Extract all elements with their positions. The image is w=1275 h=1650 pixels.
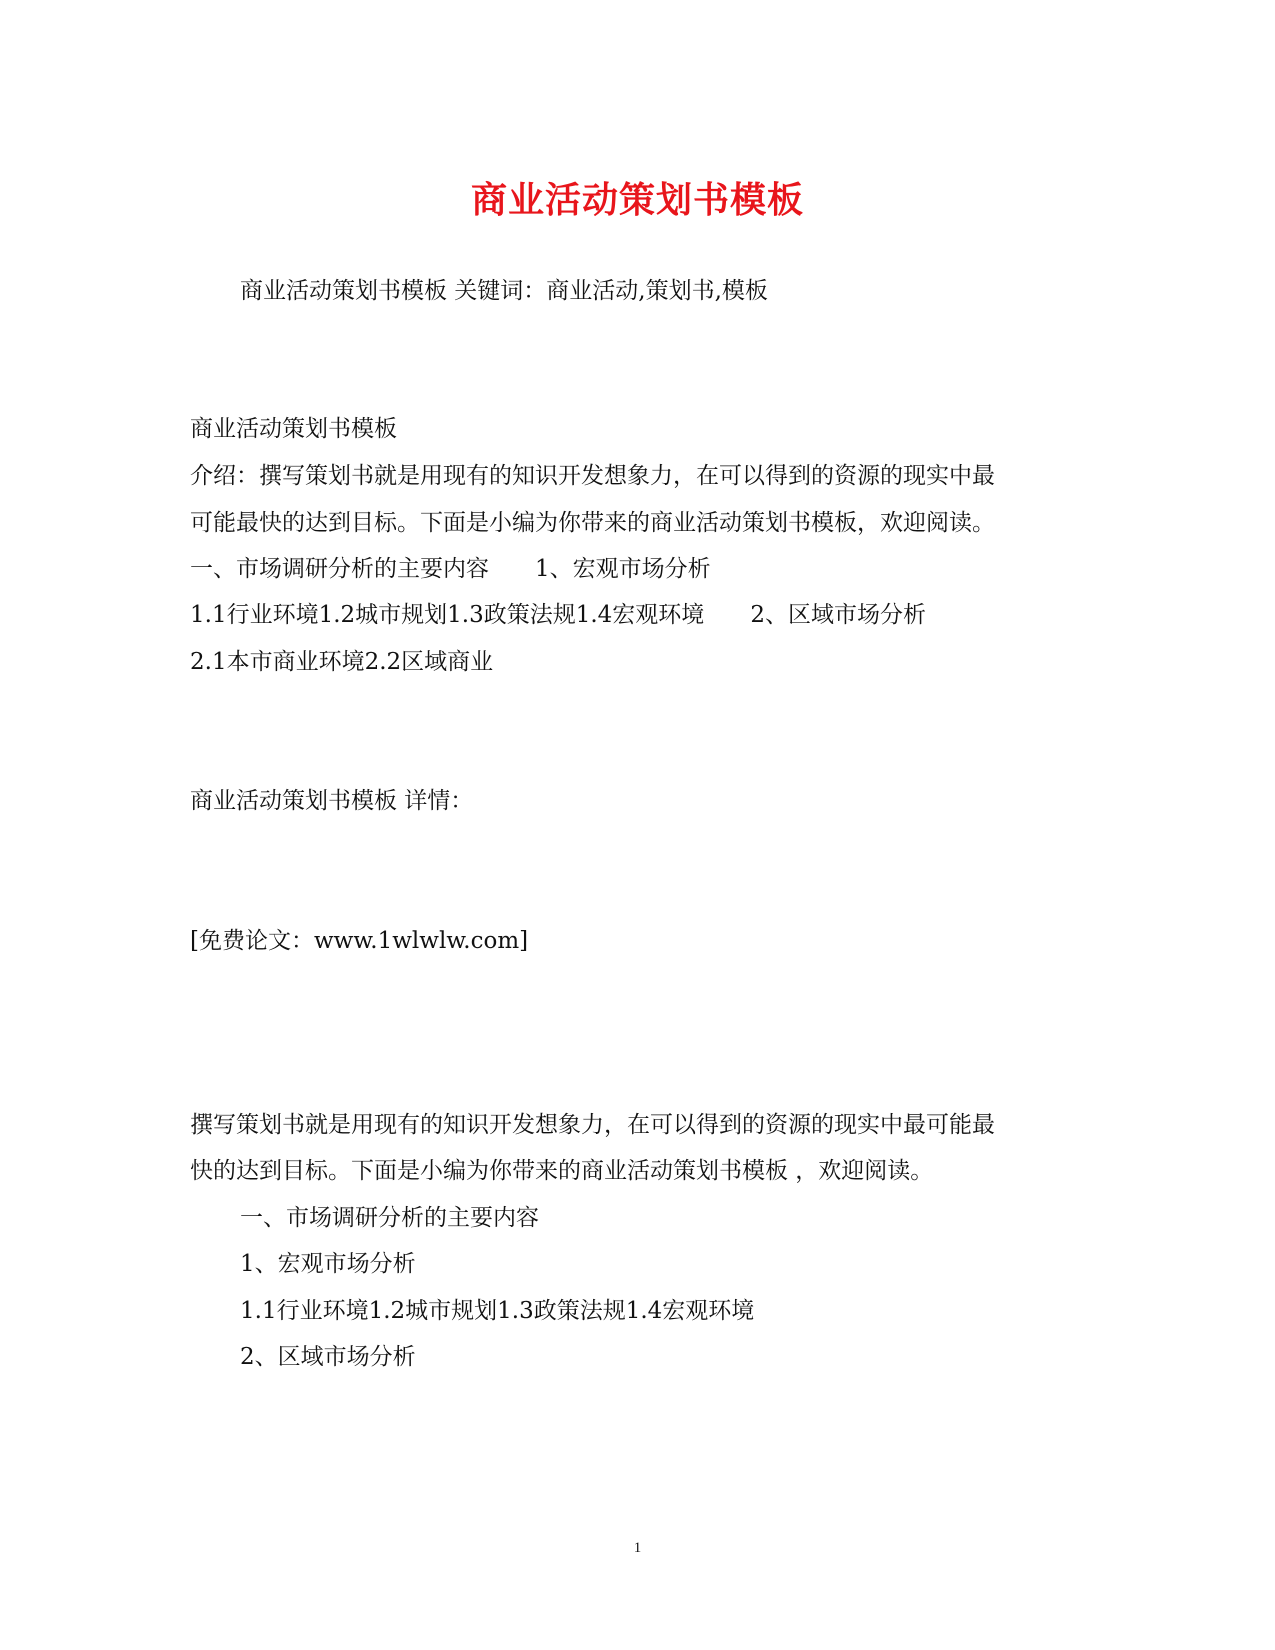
document-title: 商业活动策划书模板: [470, 179, 804, 221]
body-item-market-research: 一、市场调研分析的主要内容: [240, 1205, 539, 1231]
body-paragraph-line-1: 撰写策划书就是用现有的知识开发想象力，在可以得到的资源的现实中最可能最: [190, 1112, 995, 1138]
page-number: 1: [633, 1540, 642, 1556]
intro-line-2: 可能最快的达到目标。下面是小编为你带来的商业活动策划书模板，欢迎阅读。: [190, 510, 995, 536]
toc-item-regional-analysis: 2、区域市场分析: [750, 602, 926, 628]
source-line: [免费论文：www.1wlwlw.com]: [190, 928, 529, 954]
toc-line-3: 2.1本市商业环境2.2区域商业: [190, 649, 494, 675]
body-item-environment-list: 1.1行业环境1.2城市规划1.3政策法规1.4宏观环境: [240, 1298, 755, 1324]
toc-item-macro-analysis: 1、宏观市场分析: [535, 556, 711, 582]
body-item-macro-analysis: 1、宏观市场分析: [240, 1251, 416, 1277]
body-paragraph-line-2: 快的达到目标。下面是小编为你带来的商业活动策划书模板 ，欢迎阅读。: [190, 1158, 934, 1184]
toc-line-1: [190, 554, 711, 584]
body-item-regional-analysis: 2、区域市场分析: [240, 1344, 416, 1370]
details-line: 商业活动策划书模板 详情：: [190, 788, 474, 814]
toc-line-2: [190, 600, 926, 630]
intro-line-1: 介绍：撰写策划书就是用现有的知识开发想象力，在可以得到的资源的现实中最: [190, 463, 995, 489]
keywords-line: 商业活动策划书模板 关键词：商业活动,策划书,模板: [240, 278, 768, 304]
section-heading: 商业活动策划书模板: [190, 416, 397, 442]
toc-item-market-research: 一、市场调研分析的主要内容: [190, 556, 489, 582]
toc-item-environment-list: 1.1行业环境1.2城市规划1.3政策法规1.4宏观环境: [190, 602, 705, 628]
